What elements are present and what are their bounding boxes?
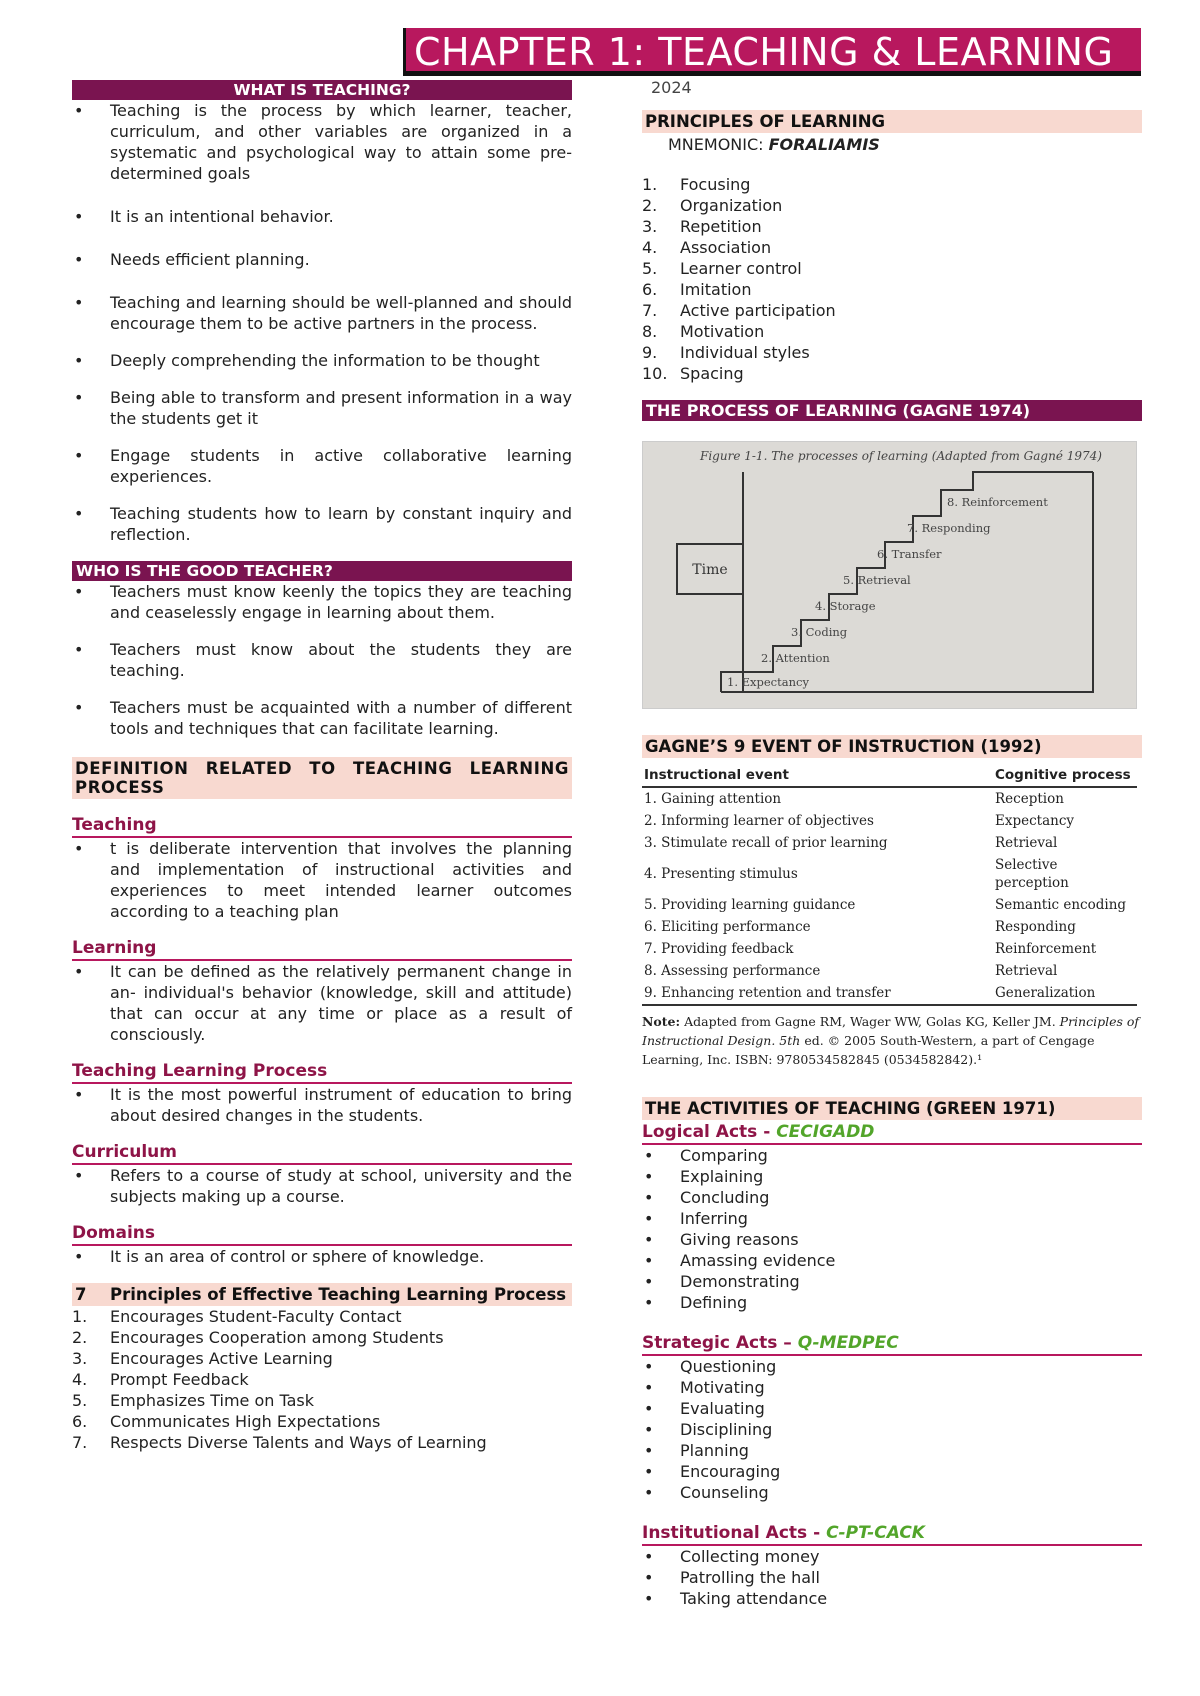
process-of-learning-figure bbox=[642, 441, 1137, 709]
list-item: 6. Communicates High Expectations bbox=[72, 1412, 381, 1431]
institutional-acts-list bbox=[642, 1546, 1142, 1609]
institutional-acts-heading: Institutional Acts - C-PT-CACK bbox=[642, 1523, 1142, 1546]
list-item: • Disciplining bbox=[642, 1419, 1142, 1440]
step-label: 7. Responding bbox=[907, 521, 991, 535]
definitions-heading: DEFINITION RELATED TO TEACHING LEARNING PROCESS bbox=[72, 757, 572, 799]
table-header: Cognitive process bbox=[993, 764, 1137, 787]
good-teacher-list bbox=[72, 581, 572, 739]
list-item: 1. Focusing bbox=[642, 175, 751, 194]
step-label: 1. Expectancy bbox=[727, 675, 809, 689]
activities-heading: THE ACTIVITIES OF TEACHING (GREEN 1971) bbox=[642, 1097, 1142, 1120]
list-item: 7. Active participation bbox=[642, 301, 836, 320]
definition-term-tlp: Teaching Learning Process bbox=[72, 1061, 572, 1084]
table-row: 9. Enhancing retention and transfer Generalization bbox=[642, 982, 1137, 1005]
figure-caption: Figure 1-1. The processes of learning (Adapted from Gagné 1974) bbox=[700, 449, 1102, 463]
list-item: • Amassing evidence bbox=[642, 1250, 1142, 1271]
list-item: • Teaching students how to learn by constant inquiry and reflection. bbox=[72, 503, 572, 545]
definition-term-domains: Domains bbox=[72, 1223, 572, 1246]
what-is-teaching-list bbox=[72, 100, 572, 545]
gagne-nine-heading: GAGNE’S 9 EVENT OF INSTRUCTION (1992) bbox=[642, 735, 1142, 758]
list-item: 2. Organization bbox=[642, 196, 783, 215]
list-item: 3. Repetition bbox=[642, 217, 762, 236]
list-item: 2. Encourages Cooperation among Students bbox=[72, 1328, 444, 1347]
step-label: 5. Retrieval bbox=[843, 573, 911, 587]
table-row: 7. Providing feedback Reinforcement bbox=[644, 941, 1097, 957]
definition-text: • It is an area of control or sphere of knowledge. bbox=[72, 1246, 572, 1267]
definition-text: • Refers to a course of study at school, university and the subjects making up a course. bbox=[72, 1165, 572, 1207]
list-item: • Patrolling the hall bbox=[642, 1567, 1142, 1588]
list-item: 10. Spacing bbox=[642, 364, 744, 383]
list-item: • Giving reasons bbox=[642, 1229, 1142, 1250]
list-item: • Engage students in active collaborative learning experiences. bbox=[72, 445, 572, 487]
institutional-acts-code: C-PT-CACK bbox=[826, 1523, 925, 1543]
list-item: • Explaining bbox=[642, 1166, 1142, 1187]
list-item: • Teachers must be acquainted with a number of different tools and techniques that can facilitate learning. bbox=[72, 697, 572, 739]
table-row: 3. Stimulate recall of prior learning Retrieval bbox=[644, 835, 1058, 851]
table-row: 5. Providing learning guidance Semantic encoding bbox=[644, 897, 1127, 913]
strategic-acts-code: Q-MEDPEC bbox=[797, 1333, 899, 1353]
list-item: • Defining bbox=[642, 1292, 1142, 1313]
step-label: 8. Reinforcement bbox=[947, 495, 1048, 509]
definition-list bbox=[72, 838, 572, 922]
list-item: 4. Prompt Feedback bbox=[72, 1370, 249, 1389]
table-row: 8. Assessing performance Retrieval bbox=[644, 963, 1058, 979]
principles-list bbox=[642, 174, 1142, 384]
strategic-acts-heading: Strategic Acts – Q-MEDPEC bbox=[642, 1333, 1142, 1356]
heading-text: Principles of Effective Teaching Learning Process bbox=[110, 1285, 567, 1304]
list-item: • Encouraging bbox=[642, 1461, 1142, 1482]
gagne-events-table bbox=[642, 764, 1137, 1006]
definition-term-curriculum: Curriculum bbox=[72, 1142, 572, 1165]
list-item: 1. Encourages Student-Faculty Contact bbox=[72, 1307, 402, 1326]
list-item: • Collecting money bbox=[642, 1546, 1142, 1567]
definition-list bbox=[72, 1084, 572, 1126]
logical-acts-list bbox=[642, 1145, 1142, 1313]
principles-of-learning-heading: PRINCIPLES OF LEARNING bbox=[642, 110, 1142, 133]
definition-term-teaching: Teaching bbox=[72, 815, 572, 838]
list-item: 9. Individual styles bbox=[642, 343, 810, 362]
table-row: 2. Informing learner of objectives Expectancy bbox=[644, 813, 1075, 829]
year-label: 2024 bbox=[651, 78, 692, 97]
chapter-header bbox=[403, 28, 1141, 76]
list-item: • Demonstrating bbox=[642, 1271, 1142, 1292]
step-label: 3. Coding bbox=[791, 625, 848, 639]
list-item: • Teachers must know about the students they are teaching. bbox=[72, 639, 572, 681]
definition-text: • It is the most powerful instrument of education to bring about desired changes in the students. bbox=[72, 1084, 572, 1126]
table-row: 6. Eliciting performance Responding bbox=[644, 919, 1076, 935]
list-item: • Counseling bbox=[642, 1482, 1142, 1503]
definition-term-learning: Learning bbox=[72, 938, 572, 961]
logical-acts-code: CECIGADD bbox=[776, 1122, 875, 1142]
process-of-learning-heading: THE PROCESS OF LEARNING (GAGNE 1974) bbox=[642, 400, 1142, 421]
list-item: • Deeply comprehending the information to be thought bbox=[72, 350, 572, 371]
seven-principles-list bbox=[72, 1306, 572, 1453]
strategic-acts-list bbox=[642, 1356, 1142, 1503]
step-label: 4. Storage bbox=[815, 599, 876, 613]
list-item: • Being able to transform and present information in a way the students get it bbox=[72, 387, 572, 429]
list-item: • Concluding bbox=[642, 1187, 1142, 1208]
step-label: 6. Transfer bbox=[877, 547, 942, 561]
list-item: • It is an intentional behavior. bbox=[72, 206, 572, 227]
chapter-title: CHAPTER 1: TEACHING & LEARNING bbox=[414, 30, 1114, 74]
mnemonic-line: MNEMONIC: FORALIAMIS bbox=[668, 135, 880, 154]
right-column bbox=[642, 110, 1142, 1609]
list-item: • Teaching and learning should be well-planned and should encourage them to be active partners in the process. bbox=[72, 292, 572, 334]
definition-list bbox=[72, 1165, 572, 1207]
seven-principles-heading bbox=[72, 1283, 572, 1306]
table-header: Instructional event bbox=[642, 764, 993, 787]
list-item: 3. Encourages Active Learning bbox=[72, 1349, 333, 1368]
table-note: Note: Adapted from Gagne RM, Wager WW, Golas KG, Keller JM. Principles of Instructional Design. 5th ed. © 2005 South-Western, a part of Cengage Learning, Inc. ISBN: 9780534582845 (0534582842).¹ bbox=[642, 1014, 1140, 1067]
list-item: 5. Emphasizes Time on Task bbox=[72, 1391, 315, 1410]
list-item: 6. Imitation bbox=[642, 280, 752, 299]
time-label: Time bbox=[692, 562, 728, 578]
table-row: 4. Presenting stimulus Selective perception bbox=[644, 857, 1069, 891]
list-item: • Planning bbox=[642, 1440, 1142, 1461]
step-label: 2. Attention bbox=[761, 651, 830, 665]
good-teacher-heading: WHO IS THE GOOD TEACHER? bbox=[72, 561, 572, 581]
list-item: • Teachers must know keenly the topics they are teaching and ceaselessly engage in learning about them. bbox=[72, 581, 572, 623]
list-item: • Teaching is the process by which learner, teacher, curriculum, and other variables are organized in a systematic and psychological way to attain some pre-determined goals bbox=[72, 100, 572, 184]
table-row: 1. Gaining attention Reception bbox=[644, 791, 1064, 807]
list-item: 5. Learner control bbox=[642, 259, 802, 278]
list-item: 4. Association bbox=[642, 238, 772, 257]
table-header-row bbox=[642, 764, 1137, 787]
definition-text: • t is deliberate intervention that involves the planning and implementation of instructional activities and experiences to meet intended learner outcomes according to a teaching plan bbox=[72, 838, 572, 922]
list-item: • Inferring bbox=[642, 1208, 1142, 1229]
what-is-teaching-heading: WHAT IS TEACHING? bbox=[72, 80, 572, 100]
mnemonic-code: FORALIAMIS bbox=[768, 135, 880, 154]
staircase-diagram bbox=[643, 442, 1138, 710]
list-item: • Taking attendance bbox=[642, 1588, 1142, 1609]
logical-acts-heading: Logical Acts - CECIGADD bbox=[642, 1122, 1142, 1145]
list-item: • Questioning bbox=[642, 1356, 1142, 1377]
left-column bbox=[72, 80, 572, 1453]
heading-number: 7 bbox=[75, 1285, 87, 1304]
definition-list bbox=[72, 961, 572, 1045]
list-item: • Needs efficient planning. bbox=[72, 249, 572, 270]
list-item: • Comparing bbox=[642, 1145, 1142, 1166]
definition-text: • It can be defined as the relatively permanent change in an- individual's behavior (knowledge, skill and attitude) that can occur at any time or place as a result of consciously. bbox=[72, 961, 572, 1045]
definition-list bbox=[72, 1246, 572, 1267]
list-item: 7. Respects Diverse Talents and Ways of Learning bbox=[72, 1433, 487, 1452]
list-item: 8. Motivation bbox=[642, 322, 765, 341]
list-item: • Evaluating bbox=[642, 1398, 1142, 1419]
list-item: • Motivating bbox=[642, 1377, 1142, 1398]
